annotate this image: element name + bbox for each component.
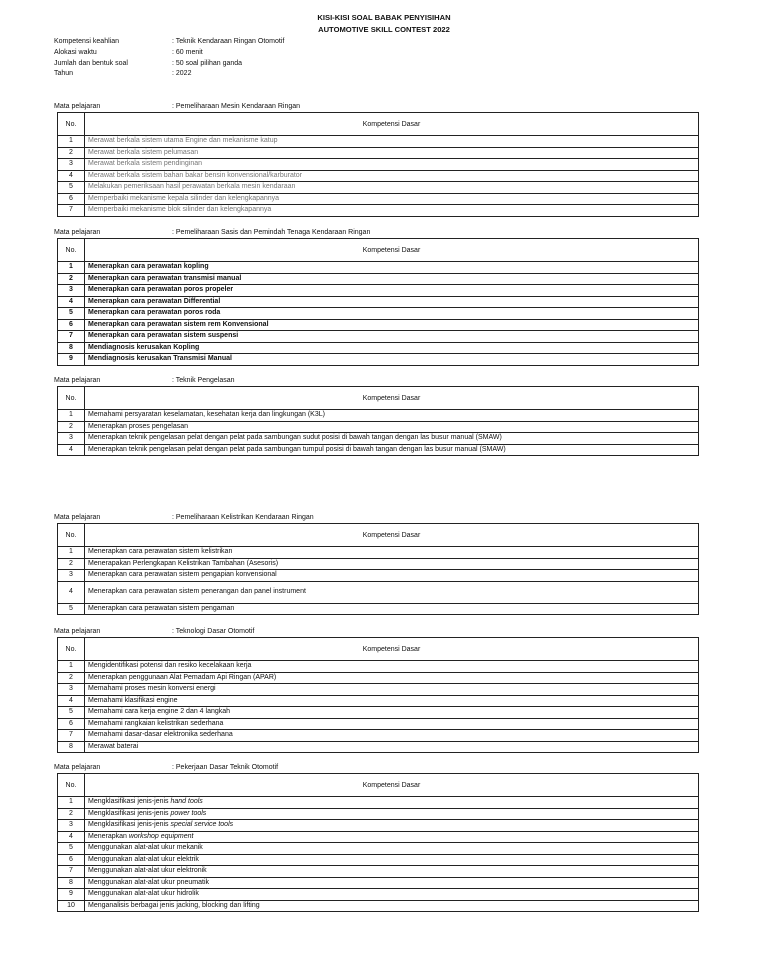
- competency-table: [57, 637, 699, 753]
- row-text-main: Menerapkan: [88, 832, 129, 840]
- row-text: Menerapkan cara perawatan Differential: [85, 296, 699, 308]
- row-text-italic: workshop equipment: [128, 832, 194, 840]
- doc-title-line2: AUTOMOTIVE SKILL CONTEST 2022: [318, 25, 450, 34]
- subject-label: Mata pelajaran: [54, 377, 101, 384]
- table-row: [58, 296, 699, 308]
- row-text: Menggunakan alat-alat ukur hidrolik: [85, 889, 699, 901]
- table-row: [58, 285, 699, 297]
- subject-name: : Pekerjaan Dasar Teknik Otomotif: [172, 764, 279, 771]
- section-pekerjaan-dasar: [54, 762, 750, 912]
- row-text: Mendiagnosis kerusakan Kopling: [85, 342, 699, 354]
- subject-row: [54, 227, 750, 238]
- meta-label: Jumlah dan bentuk soal: [54, 60, 128, 67]
- table-row: [58, 547, 699, 559]
- row-text: Merawat berkala sistem bahan bakar bensin konvensional/karburator: [85, 170, 699, 182]
- table-row: [58, 854, 699, 866]
- row-number: 4: [58, 296, 85, 308]
- table-row: [58, 433, 699, 445]
- row-text: Merawat berkala sistem utama Engine dan mekanisme katup: [85, 136, 699, 148]
- table-row: [58, 900, 699, 912]
- section-kelistrikan: [54, 512, 750, 615]
- subject-label: Mata pelajaran: [54, 229, 101, 236]
- row-text: Memahami rangkaian kelistrikan sederhana: [85, 718, 699, 730]
- table-row: [58, 342, 699, 354]
- row-number: 1: [58, 262, 85, 274]
- row-number: 1: [58, 410, 85, 422]
- competency-table: [57, 112, 699, 217]
- subject-name: : Teknik Pengelasan: [172, 377, 235, 384]
- row-number: 5: [58, 603, 85, 615]
- row-text: Menerapakan Perlengkapan Kelistrikan Tambahan (Asesoris): [85, 558, 699, 570]
- table-row: [58, 170, 699, 182]
- row-number: 6: [58, 193, 85, 205]
- col-no-header: No.: [58, 638, 85, 661]
- row-text: Menggunakan alat-alat ukur elektronik: [85, 866, 699, 878]
- row-text: Menerapkan cara perawatan sistem pengaman: [85, 603, 699, 615]
- row-number: 2: [58, 672, 85, 684]
- row-text: Memahami persyaratan keselamatan, kesehatan kerja dan lingkungan (K3L): [85, 410, 699, 422]
- row-text: Menerapkan cara perawatan poros propeler: [85, 285, 699, 297]
- row-text: Menerapkan cara perawatan poros roda: [85, 308, 699, 320]
- subject-label: Mata pelajaran: [54, 764, 101, 771]
- row-text: Memperbaiki mekanisme blok silinder dan kelengkapannya: [85, 205, 699, 217]
- table-row: [58, 730, 699, 742]
- row-number: 2: [58, 273, 85, 285]
- row-number: 5: [58, 843, 85, 855]
- col-no-header: No.: [58, 774, 85, 797]
- row-text: Menerapkan cara perawatan kopling: [85, 262, 699, 274]
- table-row: [58, 820, 699, 832]
- col-no-header: No.: [58, 239, 85, 262]
- table-row: [58, 808, 699, 820]
- row-text-italic: special service tools: [170, 821, 234, 828]
- row-number: 4: [58, 831, 85, 843]
- row-text: Memperbaiki mekanisme kepala silinder dan kelengkapannya: [85, 193, 699, 205]
- col-kd-header: Kompetensi Dasar: [85, 113, 699, 136]
- table-row: [58, 718, 699, 730]
- table-row: [58, 695, 699, 707]
- table-row: [58, 843, 699, 855]
- col-kd-header: Kompetensi Dasar: [85, 774, 699, 797]
- row-number: 2: [58, 808, 85, 820]
- row-text: Merawat baterai: [85, 741, 699, 753]
- table-row: [58, 354, 699, 366]
- row-number: 9: [58, 889, 85, 901]
- row-text: Mengidentifikasi potensi dan resiko kecelakaan kerja: [85, 661, 699, 673]
- table-row: [58, 273, 699, 285]
- table-row: [58, 308, 699, 320]
- row-number: 1: [58, 547, 85, 559]
- row-number: 4: [58, 695, 85, 707]
- row-text: Merawat berkala sistem pelumasan: [85, 147, 699, 159]
- subject-row: [54, 626, 750, 637]
- table-row: [58, 421, 699, 433]
- row-number: 3: [58, 820, 85, 832]
- row-number: 6: [58, 718, 85, 730]
- row-number: 7: [58, 331, 85, 343]
- row-number: 1: [58, 136, 85, 148]
- competency-table: [57, 386, 699, 456]
- row-number: 2: [58, 421, 85, 433]
- col-kd-header: Kompetensi Dasar: [85, 387, 699, 410]
- row-number: 8: [58, 741, 85, 753]
- row-text: Menerapkan cara perawatan sistem rem Konvensional: [85, 319, 699, 331]
- subject-name: : Pemeliharaan Mesin Kendaraan Ringan: [172, 103, 301, 110]
- row-text-italic: hand tools: [170, 798, 203, 805]
- subject-row: [54, 101, 750, 112]
- competency-table: [57, 523, 699, 615]
- subject-label: Mata pelajaran: [54, 628, 101, 635]
- row-text-main: Mengklasifikasi jenis-jenis: [88, 809, 171, 817]
- row-text: Menerapkan cara perawatan transmisi manual: [85, 273, 699, 285]
- table-row: [58, 877, 699, 889]
- meta-value: : 60 menit: [172, 49, 203, 56]
- row-number: 1: [58, 661, 85, 673]
- table-row: [58, 831, 699, 843]
- row-number: 8: [58, 877, 85, 889]
- row-number: 1: [58, 797, 85, 809]
- row-text: Memahami dasar-dasar elektronika sederhana: [85, 730, 699, 742]
- row-number: 2: [58, 558, 85, 570]
- row-text: Merawat berkala sistem pendinginan: [85, 159, 699, 171]
- row-number: 3: [58, 159, 85, 171]
- row-number: 4: [58, 444, 85, 456]
- row-number: 4: [58, 170, 85, 182]
- row-number: 3: [58, 285, 85, 297]
- subject-row: [54, 512, 750, 523]
- row-number: 4: [58, 581, 85, 603]
- table-row: [58, 205, 699, 217]
- row-number: 3: [58, 684, 85, 696]
- table-row: [58, 182, 699, 194]
- table-row: [58, 444, 699, 456]
- row-text: Menerapkan cara perawatan sistem kelistrikan: [85, 547, 699, 559]
- meta-value: : 2022: [172, 70, 192, 77]
- competency-table: [57, 238, 699, 366]
- row-text: Menerapkan cara perawatan sistem penerangan dan panel instrument: [85, 581, 699, 603]
- row-number: 7: [58, 205, 85, 217]
- table-row: [58, 889, 699, 901]
- row-text: Menerapkan teknik pengelasan pelat dengan pelat pada sambungan tumpul posisi di bawah tangan dengan las busur manual (SMAW): [85, 444, 699, 456]
- table-row: [58, 193, 699, 205]
- row-number: 7: [58, 730, 85, 742]
- row-text: Menggunakan alat-alat ukur elektrik: [85, 854, 699, 866]
- table-row: [58, 797, 699, 809]
- row-number: 3: [58, 433, 85, 445]
- competency-table: [57, 773, 699, 912]
- row-number: 7: [58, 866, 85, 878]
- row-text: Mendiagnosis kerusakan Transmisi Manual: [85, 354, 699, 366]
- table-row: [58, 581, 699, 603]
- row-number: 5: [58, 182, 85, 194]
- table-row: [58, 147, 699, 159]
- table-row: [58, 558, 699, 570]
- table-row: [58, 331, 699, 343]
- section-teknologi-dasar: [54, 626, 750, 753]
- subject-label: Mata pelajaran: [54, 103, 101, 110]
- subject-row: [54, 375, 750, 386]
- subject-name: : Pemeliharaan Kelistrikan Kendaraan Ringan: [172, 514, 314, 521]
- col-kd-header: Kompetensi Dasar: [85, 524, 699, 547]
- row-text: Melakukan pemeriksaan hasil perawatan berkala mesin kendaraan: [85, 182, 699, 194]
- table-row: [58, 661, 699, 673]
- row-text: Menerapkan cara perawatan sistem suspensi: [85, 331, 699, 343]
- row-number: 5: [58, 308, 85, 320]
- col-kd-header: Kompetensi Dasar: [85, 638, 699, 661]
- subject-label: Mata pelajaran: [54, 514, 101, 521]
- doc-title-line1: KISI-KISI SOAL BABAK PENYISIHAN: [317, 13, 451, 22]
- row-text-italic: power tools: [170, 809, 207, 817]
- row-text-main: Mengklasifikasi jenis-jenis: [88, 821, 171, 828]
- table-row: [58, 866, 699, 878]
- col-no-header: No.: [58, 387, 85, 410]
- row-text: Memahami proses mesin konversi energi: [85, 684, 699, 696]
- row-text: [85, 831, 699, 843]
- col-no-header: No.: [58, 524, 85, 547]
- row-text: Memahami cara kerja engine 2 dan 4 langkah: [85, 707, 699, 719]
- section-pengelasan: [54, 375, 750, 456]
- row-number: 6: [58, 854, 85, 866]
- row-text: [85, 797, 699, 809]
- row-text: Menggunakan alat-alat ukur pneumatik: [85, 877, 699, 889]
- meta-value: : Teknik Kendaraan Ringan Otomotif: [172, 38, 285, 45]
- row-text: Menerapkan penggunaan Alat Pemadam Api Ringan (APAR): [85, 672, 699, 684]
- meta-label: Tahun: [54, 70, 74, 77]
- row-text: Menggunakan alat-alat ukur mekanik: [85, 843, 699, 855]
- row-number: 8: [58, 342, 85, 354]
- subject-name: : Teknologi Dasar Otomotif: [172, 628, 255, 635]
- table-row: [58, 136, 699, 148]
- table-row: [58, 684, 699, 696]
- row-number: 2: [58, 147, 85, 159]
- row-number: 10: [58, 900, 85, 912]
- subject-name: : Pemeliharaan Sasis dan Pemindah Tenaga Kendaraan Ringan: [172, 229, 371, 236]
- table-row: [58, 262, 699, 274]
- row-number: 5: [58, 707, 85, 719]
- table-row: [58, 603, 699, 615]
- row-number: 3: [58, 570, 85, 582]
- section-mesin: [54, 101, 750, 217]
- meta-value: : 50 soal pilihan ganda: [172, 60, 243, 67]
- row-text: [85, 820, 699, 832]
- col-no-header: No.: [58, 113, 85, 136]
- subject-row: [54, 762, 750, 773]
- row-text: Menganalisis berbagai jenis jacking, blocking dan lifting: [85, 900, 699, 912]
- row-number: 9: [58, 354, 85, 366]
- row-text: [85, 808, 699, 820]
- meta-label: Kompetensi keahlian: [54, 38, 119, 45]
- row-text: Menerapkan proses pengelasan: [85, 421, 699, 433]
- row-number: 6: [58, 319, 85, 331]
- table-row: [58, 672, 699, 684]
- row-text: Menerapkan cara perawatan sistem pengapian konvensional: [85, 570, 699, 582]
- table-row: [58, 319, 699, 331]
- table-row: [58, 570, 699, 582]
- table-row: [58, 410, 699, 422]
- table-row: [58, 741, 699, 753]
- col-kd-header: Kompetensi Dasar: [85, 239, 699, 262]
- meta-label: Alokasi waktu: [54, 49, 97, 56]
- row-text-main: Mengklasifikasi jenis-jenis: [88, 798, 171, 805]
- row-text: Menerapkan teknik pengelasan pelat dengan pelat pada sambungan sudut posisi di bawah tangan dengan las busur manual (SMAW): [85, 433, 699, 445]
- table-row: [58, 707, 699, 719]
- row-text: Memahami klasifikasi engine: [85, 695, 699, 707]
- section-sasis: [54, 227, 750, 366]
- table-row: [58, 159, 699, 171]
